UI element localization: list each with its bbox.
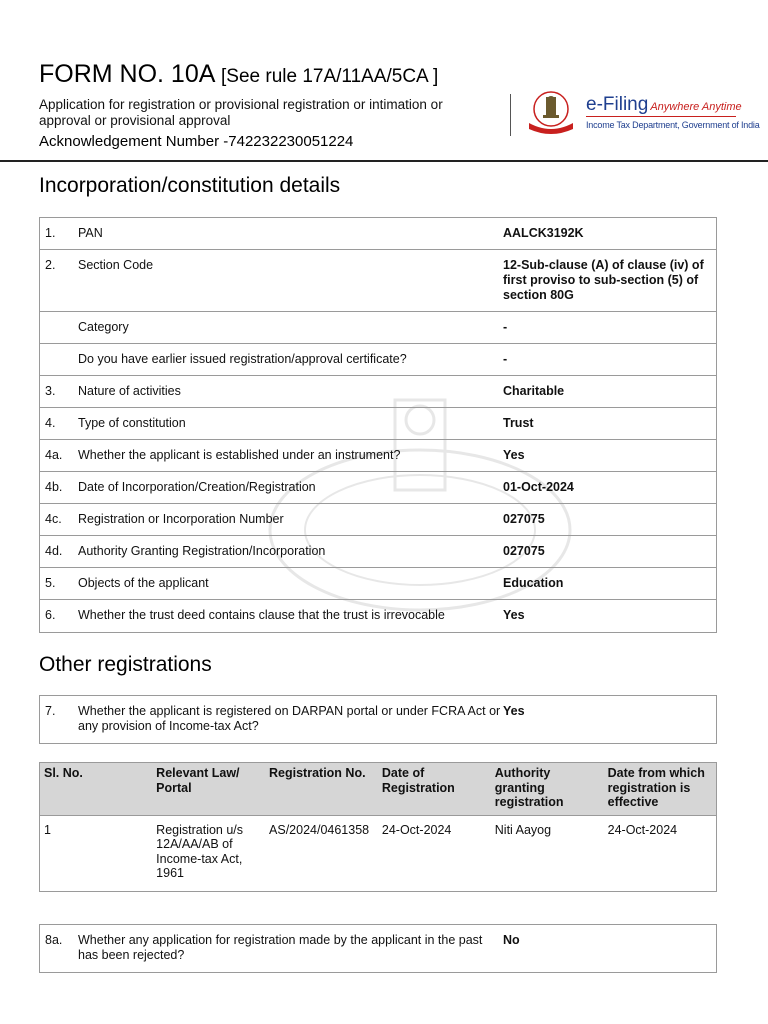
table-row <box>40 344 716 376</box>
row-number: 4a. <box>45 448 63 462</box>
cell-law-portal: Registration u/s 12A/AA/AB of Income-tax Act, 1961 <box>152 815 265 891</box>
row-value: Yes <box>503 608 525 622</box>
table-row <box>40 440 716 472</box>
row-number: 7. <box>45 704 56 718</box>
table-row <box>40 218 716 250</box>
section-title-other-registrations: Other registrations <box>39 653 212 676</box>
col-header-law-portal: Relevant Law/ Portal <box>152 763 265 816</box>
row-number: 3. <box>45 384 56 398</box>
row-number: 1. <box>45 226 56 240</box>
row-value: Charitable <box>503 384 565 398</box>
row-value: Yes <box>503 704 525 718</box>
cell-sl-no: 1 <box>40 815 153 891</box>
table-row <box>40 600 716 632</box>
cell-registration-no: AS/2024/0461358 <box>265 815 378 891</box>
table-row <box>40 504 716 536</box>
table-header-row <box>40 763 717 816</box>
table-row <box>40 925 716 972</box>
table-row <box>40 472 716 504</box>
row-label: Whether any application for registration made by the applicant in the past has been rejected? <box>78 933 483 962</box>
row-value: 12-Sub-clause (A) of clause (iv) of first proviso to sub-section (5) of section 80G <box>503 258 704 302</box>
table-row <box>40 696 716 743</box>
incorporation-details-table <box>39 217 717 633</box>
national-emblem-icon <box>521 89 581 137</box>
row-number: 5. <box>45 576 56 590</box>
table-row <box>40 408 716 440</box>
row-value: - <box>503 320 508 334</box>
row-label: PAN <box>78 226 103 240</box>
form-header <box>0 0 768 162</box>
form-title <box>39 60 438 89</box>
table-row <box>40 568 716 600</box>
row-number: 2. <box>45 258 56 272</box>
form-number: FORM NO. 10A <box>39 60 215 88</box>
row-label: Whether the applicant is registered on DARPAN portal or under FCRA Act or any provision of Income-tax Act? <box>78 704 501 733</box>
col-header-date-of-registration: Date of Registration <box>378 763 491 816</box>
acknowledgement <box>39 133 353 150</box>
efiling-brand: e-Filing <box>586 94 649 115</box>
row-number: 4c. <box>45 512 62 526</box>
row-value: AALCK3192K <box>503 226 584 240</box>
table-row <box>40 250 716 312</box>
row-value: 027075 <box>503 544 545 558</box>
table-row <box>40 312 716 344</box>
ack-number: 742232230051224 <box>228 133 354 150</box>
row-number: 4b. <box>45 480 63 494</box>
col-header-authority: Authority granting registration <box>491 763 604 816</box>
dept-name: Income Tax Department, Government of India <box>586 120 760 130</box>
efiling-underline <box>586 116 736 117</box>
table-row <box>40 376 716 408</box>
section-title-incorporation: Incorporation/constitution details <box>39 174 341 197</box>
row-label: Objects of the applicant <box>78 576 209 590</box>
row-label: Nature of activities <box>78 384 181 398</box>
col-header-effective-date: Date from which registration is effective <box>604 763 717 816</box>
row-label: Type of constitution <box>78 416 186 430</box>
row-label: Registration or Incorporation Number <box>78 512 284 526</box>
row-label: Authority Granting Registration/Incorporation <box>78 544 326 558</box>
col-header-sl-no: Sl. No. <box>40 763 153 816</box>
col-header-registration-no: Registration No. <box>265 763 378 816</box>
row-number <box>40 344 78 375</box>
row-value: Education <box>503 576 564 590</box>
efiling-logo <box>586 94 742 116</box>
row-value: 027075 <box>503 512 545 526</box>
form-rule: [See rule 17A/11AA/5CA ] <box>221 66 439 87</box>
ack-label: Acknowledgement Number - <box>39 133 229 150</box>
row-value: Yes <box>503 448 525 462</box>
row-value: No <box>503 933 520 947</box>
row-label: Category <box>78 320 129 334</box>
row-label: Do you have earlier issued registration/approval certificate? <box>78 352 407 366</box>
table-row <box>40 815 717 891</box>
rejection-question-box <box>39 924 717 973</box>
darpan-question-box <box>39 695 717 744</box>
row-number: 8a. <box>45 933 63 947</box>
cell-date-of-registration: 24-Oct-2024 <box>378 815 491 891</box>
cell-authority: Niti Aayog <box>491 815 604 891</box>
row-value: - <box>503 352 508 366</box>
row-number: 4. <box>45 416 56 430</box>
cell-effective-date: 24-Oct-2024 <box>604 815 717 891</box>
row-value: Trust <box>503 416 534 430</box>
form-subtitle: Application for registration or provisional registration or intimation or approval or provisional approval <box>39 97 443 128</box>
row-number: 6. <box>45 608 56 622</box>
row-number <box>40 312 78 343</box>
registrations-table <box>39 762 717 892</box>
logo-divider <box>510 94 511 136</box>
row-label: Whether the applicant is established under an instrument? <box>78 448 401 462</box>
row-number: 4d. <box>45 544 63 558</box>
row-label: Section Code <box>78 258 154 272</box>
row-value: 01-Oct-2024 <box>503 480 574 494</box>
table-row <box>40 536 716 568</box>
efiling-tagline: Anywhere Anytime <box>650 101 742 113</box>
row-label: Whether the trust deed contains clause that the trust is irrevocable <box>78 608 445 622</box>
row-label: Date of Incorporation/Creation/Registration <box>78 480 316 494</box>
